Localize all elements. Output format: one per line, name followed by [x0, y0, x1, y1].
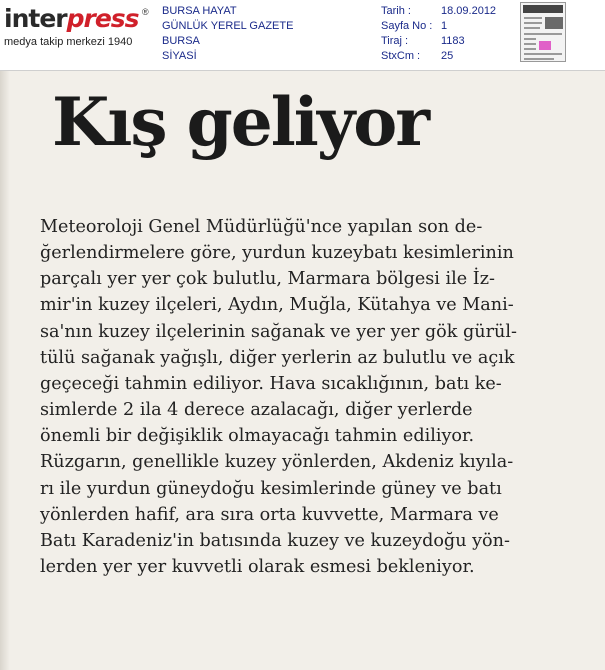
logo-tagline: medya takip merkezi 1940: [4, 36, 133, 48]
body-line: lerden yer yer kuvvetli olarak esmesi bekleniyor.: [40, 557, 475, 578]
meta-row-page: [381, 19, 496, 34]
body-line: Meteoroloji Genel Müdürlüğü'nce yapılan son de-: [40, 217, 483, 237]
body-line: sa'nın kuzey ilçelerinin sağanak ve yer yer gök gürül-: [40, 321, 517, 342]
body-line: yönlerden hafif, ara sıra orta kuvvette, Marmara ve: [40, 504, 499, 525]
thumbnail-line: [524, 53, 562, 55]
body-line: Rüzgarın, genellikle kuzey yönlerden, Akdeniz kıyıla-: [40, 452, 514, 473]
meta-key: Sayfa No :: [381, 20, 433, 32]
article-clipping: [0, 71, 605, 670]
thumbnail-line: [524, 17, 542, 19]
body-line: tülü sağanak yağışlı, diğer yerlerin az bulutlu ve açık: [40, 347, 515, 368]
registered-mark: ®: [142, 7, 149, 17]
meta-key: Tarih :: [381, 5, 411, 17]
thumbnail-line: [524, 38, 536, 40]
body-line: rı ile yurdun güneydoğu kesimlerinde güney ve batı: [40, 478, 502, 499]
meta-row-circulation: [381, 34, 496, 49]
thumbnail-line: [524, 48, 536, 50]
clipping-header: [0, 0, 605, 70]
body-line: Batı Karadeniz'in batısında kuzey ve kuzeydoğu yön-: [40, 530, 510, 551]
meta-value: 1: [441, 20, 448, 32]
thumbnail-masthead: [523, 5, 563, 13]
logo-word-press: press: [66, 4, 139, 33]
thumbnail-line: [524, 22, 542, 24]
thumbnail-line: [524, 27, 540, 29]
clipping-meta: [381, 4, 496, 64]
meta-row-stxcm: [381, 49, 496, 64]
article-position-marker: [539, 41, 551, 50]
body-line: simlerde 2 ila 4 derece azalacağı, diğer yerlerde: [40, 400, 473, 421]
logo-word-inter: inter: [4, 4, 67, 33]
publication-type: GÜNLÜK YEREL GAZETE: [162, 20, 294, 32]
logo-wordmark: [4, 4, 139, 34]
meta-value: 1183: [441, 35, 465, 47]
interpress-logo: [4, 4, 154, 54]
publication-category: SİYASİ: [162, 50, 197, 62]
thumbnail-line: [524, 58, 554, 60]
thumbnail-line: [524, 33, 562, 35]
thumbnail-photo: [545, 17, 563, 29]
meta-key: StxCm :: [381, 50, 421, 62]
body-line: ğerlendirmelere göre, yurdun kuzeybatı kesimlerinin: [40, 243, 514, 264]
publication-city: BURSA: [162, 35, 200, 47]
meta-value: 25: [441, 50, 454, 62]
article-headline: Kış geliyor: [52, 83, 428, 161]
publication-name: BURSA HAYAT: [162, 5, 237, 17]
article-body: [40, 214, 570, 580]
meta-key: Tiraj :: [381, 35, 409, 47]
thumbnail-line: [524, 43, 536, 45]
meta-value: 18.09.2012: [441, 5, 497, 17]
body-line: mir'in kuzey ilçeleri, Aydın, Muğla, Kütahya ve Mani-: [40, 295, 514, 316]
body-line: önemli bir değişiklik olmayacağı tahmin ediliyor.: [40, 426, 475, 447]
clipping-edge-shadow: [0, 71, 10, 670]
body-line: geçeceği tahmin ediliyor. Hava sıcaklığının, batı ke-: [40, 373, 502, 394]
page-thumbnail[interactable]: [520, 2, 566, 62]
body-line: parçalı yer yer çok bulutlu, Marmara bölgesi ile İz-: [40, 269, 495, 290]
meta-row-date: [381, 4, 496, 19]
publication-info: [162, 4, 293, 64]
